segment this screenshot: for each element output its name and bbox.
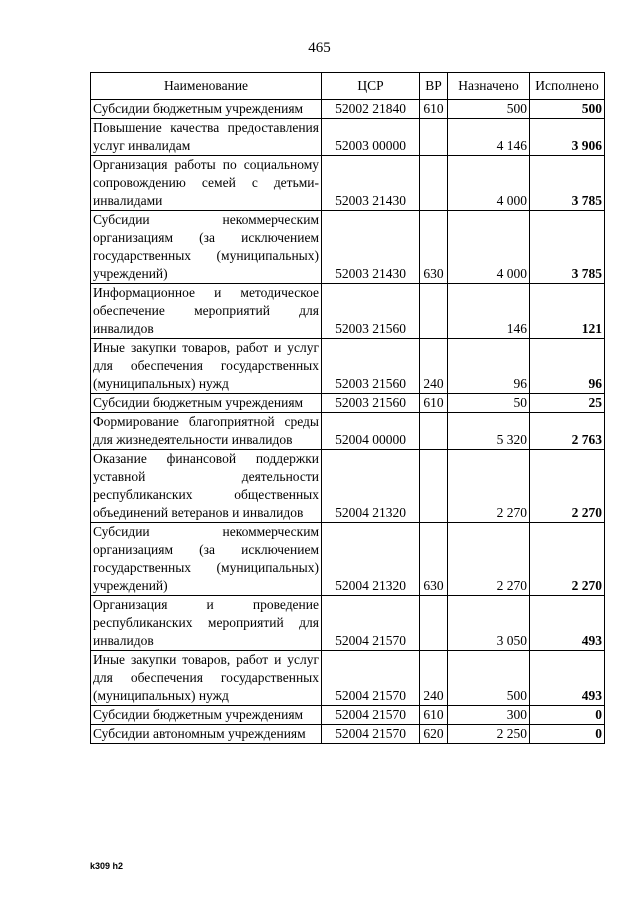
- row-assigned-cell: 500: [448, 100, 530, 119]
- row-assigned-cell: 2 250: [448, 725, 530, 744]
- table-row: [91, 596, 605, 651]
- row-vr-cell: 610: [420, 100, 448, 119]
- row-vr-cell: [420, 450, 448, 523]
- row-name-cell: Формирование благоприятной среды для жизнедеятельности инвалидов: [91, 413, 322, 450]
- row-executed-cell: 3 906: [530, 119, 605, 156]
- header-vr: ВР: [420, 73, 448, 100]
- table-row: [91, 450, 605, 523]
- row-name-cell: Субсидии некоммерческим организациям (за исключением государственных (муниципальных) учреждений): [91, 211, 322, 284]
- row-csr-cell: 52003 21560: [322, 394, 420, 413]
- row-name-cell: Субсидии бюджетным учреждениям: [91, 100, 322, 119]
- row-assigned-cell: 5 320: [448, 413, 530, 450]
- row-executed-cell: 493: [530, 651, 605, 706]
- row-vr-cell: [420, 413, 448, 450]
- row-assigned-cell: 2 270: [448, 523, 530, 596]
- row-csr-cell: 52003 21560: [322, 284, 420, 339]
- table-row: [91, 523, 605, 596]
- row-vr-cell: 620: [420, 725, 448, 744]
- row-name-cell: Иные закупки товаров, работ и услуг для обеспечения государственных (муниципальных) нужд: [91, 339, 322, 394]
- budget-table: [90, 72, 605, 744]
- table-row: [91, 284, 605, 339]
- row-executed-cell: 121: [530, 284, 605, 339]
- row-vr-cell: [420, 284, 448, 339]
- row-name-cell: Повышение качества предоставления услуг инвалидам: [91, 119, 322, 156]
- row-name-cell: Организация и проведение республиканских мероприятий для инвалидов: [91, 596, 322, 651]
- header-csr: ЦСР: [322, 73, 420, 100]
- row-vr-cell: 630: [420, 523, 448, 596]
- row-vr-cell: [420, 156, 448, 211]
- row-executed-cell: 2 270: [530, 523, 605, 596]
- row-executed-cell: 25: [530, 394, 605, 413]
- row-csr-cell: 52004 21570: [322, 725, 420, 744]
- table-header-row: [91, 73, 605, 100]
- row-vr-cell: 630: [420, 211, 448, 284]
- header-executed: Исполнено: [530, 73, 605, 100]
- row-executed-cell: 2 763: [530, 413, 605, 450]
- row-name-cell: Субсидии автономным учреждениям: [91, 725, 322, 744]
- row-vr-cell: [420, 596, 448, 651]
- table-row: [91, 413, 605, 450]
- row-assigned-cell: 4 000: [448, 211, 530, 284]
- row-csr-cell: 52004 21570: [322, 596, 420, 651]
- row-executed-cell: 3 785: [530, 211, 605, 284]
- header-assigned: Назначено: [448, 73, 530, 100]
- row-assigned-cell: 2 270: [448, 450, 530, 523]
- table-body: [91, 100, 605, 744]
- row-name-cell: Информационное и методическое обеспечение мероприятий для инвалидов: [91, 284, 322, 339]
- row-csr-cell: 52004 21320: [322, 523, 420, 596]
- row-csr-cell: 52004 21570: [322, 706, 420, 725]
- row-csr-cell: 52003 00000: [322, 119, 420, 156]
- table-row: [91, 706, 605, 725]
- row-name-cell: Иные закупки товаров, работ и услуг для обеспечения государственных (муниципальных) нужд: [91, 651, 322, 706]
- row-assigned-cell: 146: [448, 284, 530, 339]
- row-csr-cell: 52003 21430: [322, 156, 420, 211]
- table-row: [91, 211, 605, 284]
- row-csr-cell: 52002 21840: [322, 100, 420, 119]
- table-row: [91, 725, 605, 744]
- row-executed-cell: 0: [530, 706, 605, 725]
- row-vr-cell: 240: [420, 339, 448, 394]
- row-assigned-cell: 50: [448, 394, 530, 413]
- row-csr-cell: 52004 21570: [322, 651, 420, 706]
- row-name-cell: Организация работы по социальному сопровождению семей с детьми-инвалидами: [91, 156, 322, 211]
- row-vr-cell: 610: [420, 706, 448, 725]
- row-name-cell: Субсидии бюджетным учреждениям: [91, 706, 322, 725]
- footer-code: k309 h2: [90, 861, 124, 871]
- header-name: Наименование: [91, 73, 322, 100]
- page-number: 465: [308, 40, 331, 56]
- row-csr-cell: 52003 21430: [322, 211, 420, 284]
- row-assigned-cell: 96: [448, 339, 530, 394]
- row-vr-cell: [420, 119, 448, 156]
- row-name-cell: Субсидии некоммерческим организациям (за исключением государственных (муниципальных) учреждений): [91, 523, 322, 596]
- table-row: [91, 156, 605, 211]
- table-row: [91, 339, 605, 394]
- row-name-cell: Субсидии бюджетным учреждениям: [91, 394, 322, 413]
- row-csr-cell: 52004 00000: [322, 413, 420, 450]
- row-assigned-cell: 4 000: [448, 156, 530, 211]
- row-csr-cell: 52003 21560: [322, 339, 420, 394]
- row-executed-cell: 500: [530, 100, 605, 119]
- row-assigned-cell: 500: [448, 651, 530, 706]
- row-executed-cell: 0: [530, 725, 605, 744]
- row-assigned-cell: 4 146: [448, 119, 530, 156]
- row-assigned-cell: 3 050: [448, 596, 530, 651]
- row-vr-cell: 240: [420, 651, 448, 706]
- table-row: [91, 119, 605, 156]
- table-row: [91, 394, 605, 413]
- row-executed-cell: 96: [530, 339, 605, 394]
- row-vr-cell: 610: [420, 394, 448, 413]
- table-row: [91, 100, 605, 119]
- row-executed-cell: 493: [530, 596, 605, 651]
- table-row: [91, 651, 605, 706]
- row-assigned-cell: 300: [448, 706, 530, 725]
- row-name-cell: Оказание финансовой поддержки уставной деятельности республиканских общественных объединений ветеранов и инвалидов: [91, 450, 322, 523]
- row-executed-cell: 2 270: [530, 450, 605, 523]
- row-csr-cell: 52004 21320: [322, 450, 420, 523]
- row-executed-cell: 3 785: [530, 156, 605, 211]
